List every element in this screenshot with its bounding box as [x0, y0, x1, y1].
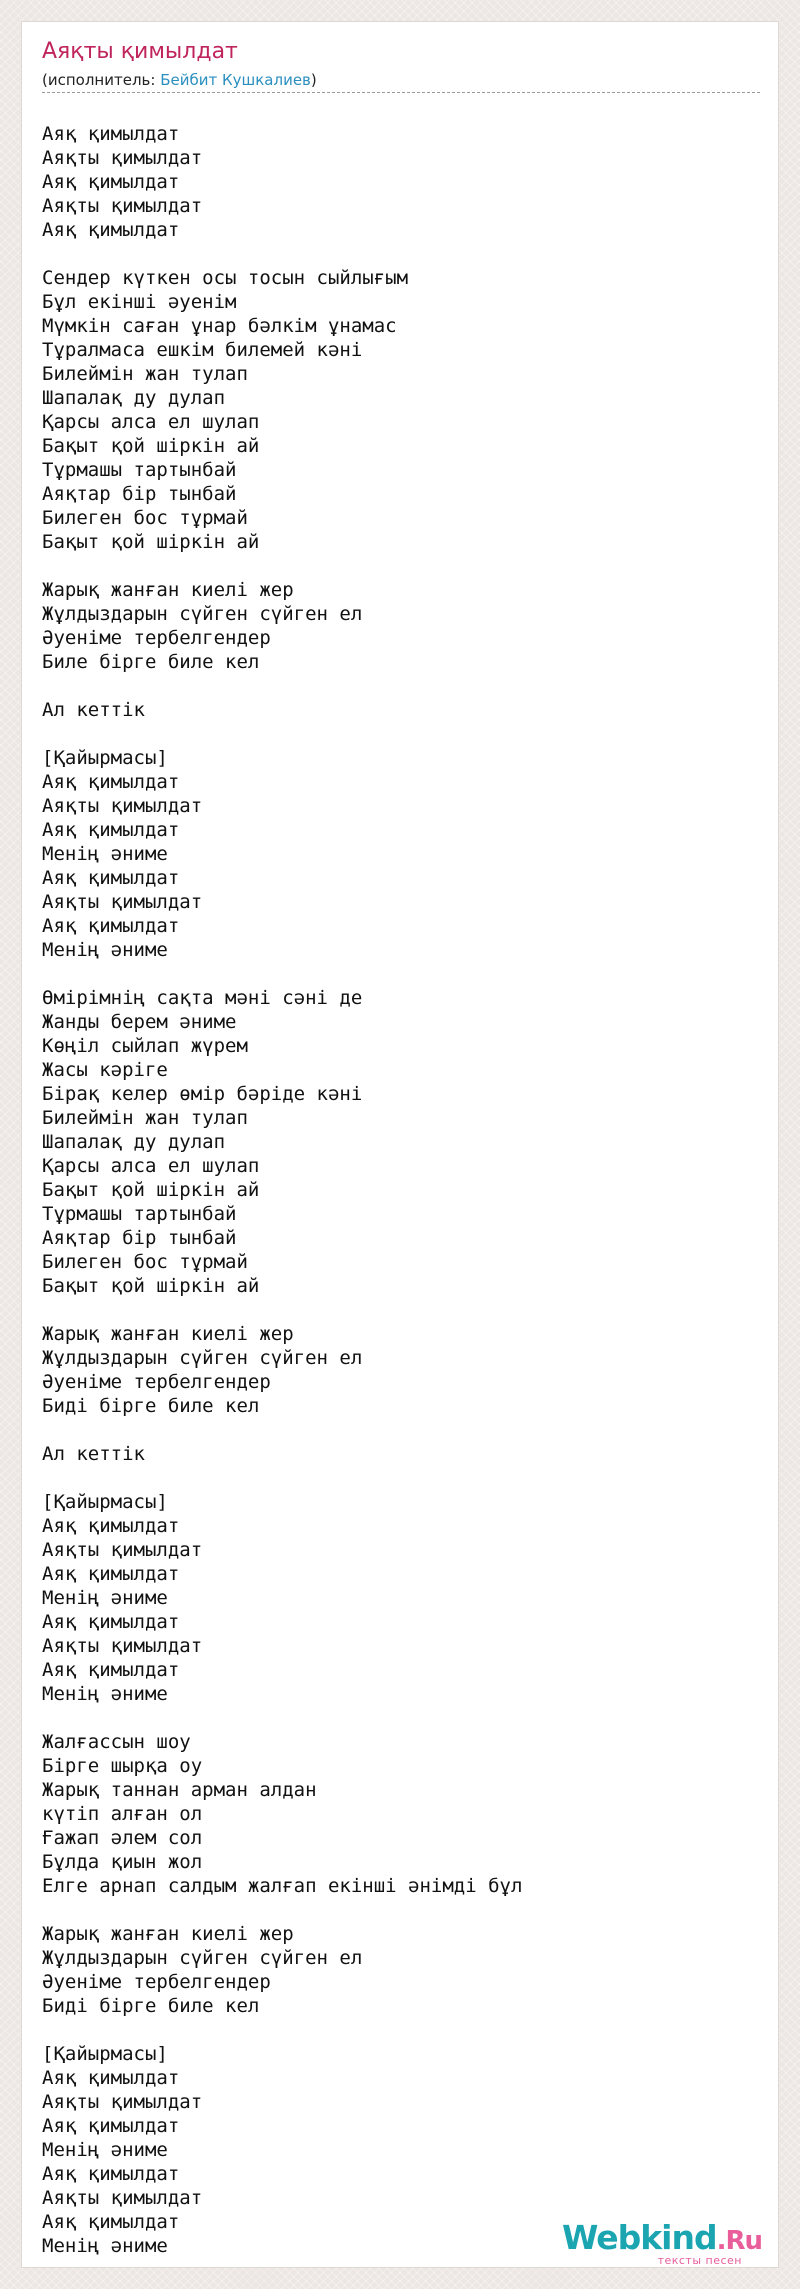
webkind-logo[interactable] [562, 2218, 762, 2268]
logo-main-text: Webkind [561, 2218, 717, 2257]
lyrics-text: Аяқ қимылдат Аяқты қимылдат Аяқ қимылдат Аяқты қимылдат Аяқ қимылдат Сендер күткен осы тосын сыйлығым Бұл екінші әуенім Мүмкін саған ұнар бәлкім ұнамас Тұралмаса ешкім билемей кәні Билеймін жан тулап Шапалақ ду дулап Қарсы алса ел шулап Бақыт қой шіркін ай Тұрмашы тартынбай Аяқтар бір тынбай Билеген бос тұрмай Бақыт қой шіркін ай Жарық жанған киелі жер Жұлдыздарын сүйген сүйген ел Әуеніме тербелгендер Биле бірге биле кел Ал кеттік [Қайырмасы] Аяқ қимылдат Аяқты қимылдат Аяқ қимылдат Менің әниме Аяқ қимылдат Аяқты қимылдат Аяқ қимылдат Менің әниме Өмірімнің сақта мәні сәні де Жанды берем әниме Көңіл сыйлап жүрем Жасы кәріге Бірақ келер өмір бәріде кәні Билеймін жан тулап Шапалақ ду дулап Қарсы алса ел шулап Бақыт қой шіркін ай Тұрмашы тартынбай Аяқтар бір тынбай Билеген бос тұрмай Бақыт қой шіркін ай Жарық жанған киелі жер Жұлдыздарын сүйген сүйген ел Әуеніме тербелгендер Биді бірге биле кел Ал кеттік [Қайырмасы] Аяқ қимылдат Аяқты қимылдат Аяқ қимылдат Менің әниме Аяқ қимылдат Аяқты қимылдат Аяқ қимылдат Менің әниме Жалғассын шоу Бірге шырқа оу Жарық таннан арман алдан күтіп алған ол Ғажап әлем сол Бұлда қиын жол Елге арнап салдым жалғап екінші әнімді бұл Жарық жанған киелі жер Жұлдыздарын сүйген сүйген ел Әуеніме тербелгендер Биді бірге биле кел [Қайырмасы] Аяқ қимылдат Аяқты қимылдат Аяқ қимылдат Менің әниме Аяқ қимылдат Аяқты қимылдат Аяқ қимылдат Менің әниме [42, 123, 523, 2257]
logo-tld: .Ru [716, 2226, 762, 2256]
logo-tagline: тексты песен [657, 2254, 742, 2267]
song-title: Аяқты қимылдат [42, 39, 238, 64]
artist-line [42, 70, 760, 93]
artist-suffix: ) [310, 71, 317, 89]
artist-prefix: (исполнитель: [42, 71, 161, 89]
lyrics-card [21, 21, 779, 2268]
artist-link[interactable]: Бейбит Кушкалиев [160, 71, 311, 89]
